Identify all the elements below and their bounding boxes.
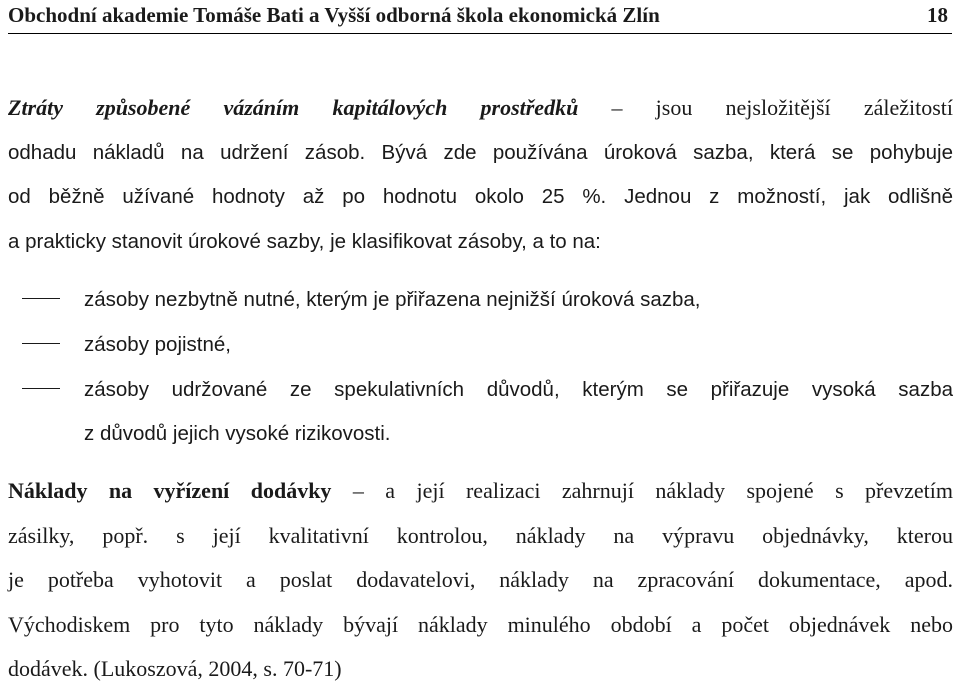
list-dash-1 [22,298,60,299]
paragraph-2-line-1 [8,478,953,504]
term-capital-costs: Ztráty způsobené vázáním kapitálových prostředků [8,95,579,120]
list-item-3: zásoby udržované ze spekulativních důvodů, kterým se přiřazuje vysoká sazba [84,378,953,401]
list-item-2: zásoby pojistné, [84,333,232,356]
paragraph-2-line-2: zásilky, popř. s její kvalitativní kontrolou, náklady na výpravu objednávky, kterou [8,523,953,548]
paragraph-1-line-3: od běžně užívané hodnoty až po hodnotu okolo 25 %. Jednou z možností, jak odlišně [8,185,953,208]
list-item-1: zásoby nezbytně nutné, kterým je přiřazena nejnižší úroková sazba, [84,288,701,311]
paragraph-2-line-1-rest: – a její realizaci zahrnují náklady spojené s převzetím [331,478,954,503]
paragraph-1-line-1-rest: – jsou nejsložitější záležitostí [578,95,954,120]
paragraph-2-line-5: dodávek. (Lukoszová, 2004, s. 70-71) [8,656,342,681]
page-header [8,0,952,34]
paragraph-1-line-2: odhadu nákladů na udržení zásob. Bývá zde používána úroková sazba, která se pohybuje [8,141,953,164]
header-title: Obchodní akademie Tomáše Bati a Vyšší odborná škola ekonomická Zlín [8,3,660,27]
paragraph-2-line-4: Východiskem pro tyto náklady bývají náklady minulého období a počet objednávek nebo [8,612,953,637]
page-number: 18 [927,3,948,27]
paragraph-2-line-3: je potřeba vyhotovit a poslat dodavatelovi, náklady na zpracování dokumentace, apod. [8,567,953,592]
paragraph-1-line-4: a prakticky stanovit úrokové sazby, je klasifikovat zásoby, a to na: [8,230,601,253]
list-dash-2 [22,343,60,344]
list-dash-3 [22,388,60,389]
term-ordering-costs: Náklady na vyřízení dodávky [8,478,332,503]
paragraph-1-line-1 [8,95,953,121]
list-item-3-continuation: z důvodů jejich vysoké rizikovosti. [84,422,391,445]
